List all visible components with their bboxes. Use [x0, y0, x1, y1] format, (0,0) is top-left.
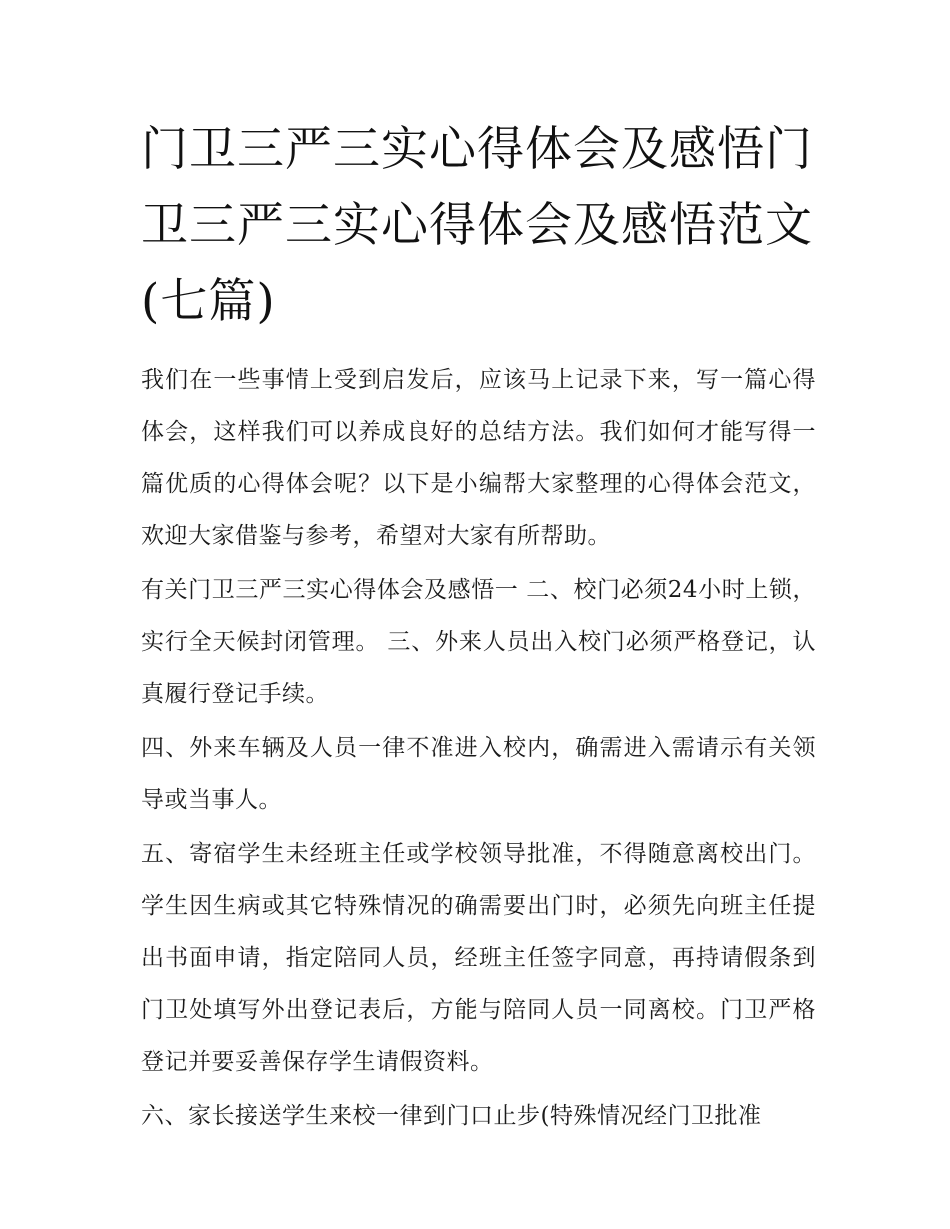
document-title: 门卫三严三实心得体会及感悟门卫三严三实心得体会及感悟范文(七篇)	[141, 122, 813, 329]
paragraph-item-four: 四、外来车辆及人员一律不准进入校内，确需进入需请示有关领导或当事人。	[141, 735, 816, 813]
document-body	[141, 354, 816, 1144]
paragraph-section-one: 有关门卫三严三实心得体会及感悟一 二、校门必须24小时上锁，实行全天候封闭管理。 三、外来人员出入校门必须严格登记，认真履行登记手续。	[141, 577, 816, 707]
paragraph-intro: 我们在一些事情上受到启发后，应该马上记录下来，写一篇心得体会，这样我们可以养成良好的总结方法。我们如何才能写得一篇优质的心得体会呢？以下是小编帮大家整理的心得体会范文，欢迎大家借鉴与参考，希望对大家有所帮助。	[141, 367, 816, 549]
paragraph-item-six: 六、家长接送学生来校一律到门口止步(特殊情况经门卫批准	[141, 1103, 762, 1129]
paragraph-item-five: 五、寄宿学生未经班主任或学校领导批准，不得随意离校出门。学生因生病或其它特殊情况的确需要出门时，必须先向班主任提出书面申请，指定陪同人员，经班主任签字同意，再持请假条到门卫处填写外出登记表后，方能与陪同人员一同离校。门卫严格登记并要妥善保存学生请假资料。	[141, 841, 816, 1075]
